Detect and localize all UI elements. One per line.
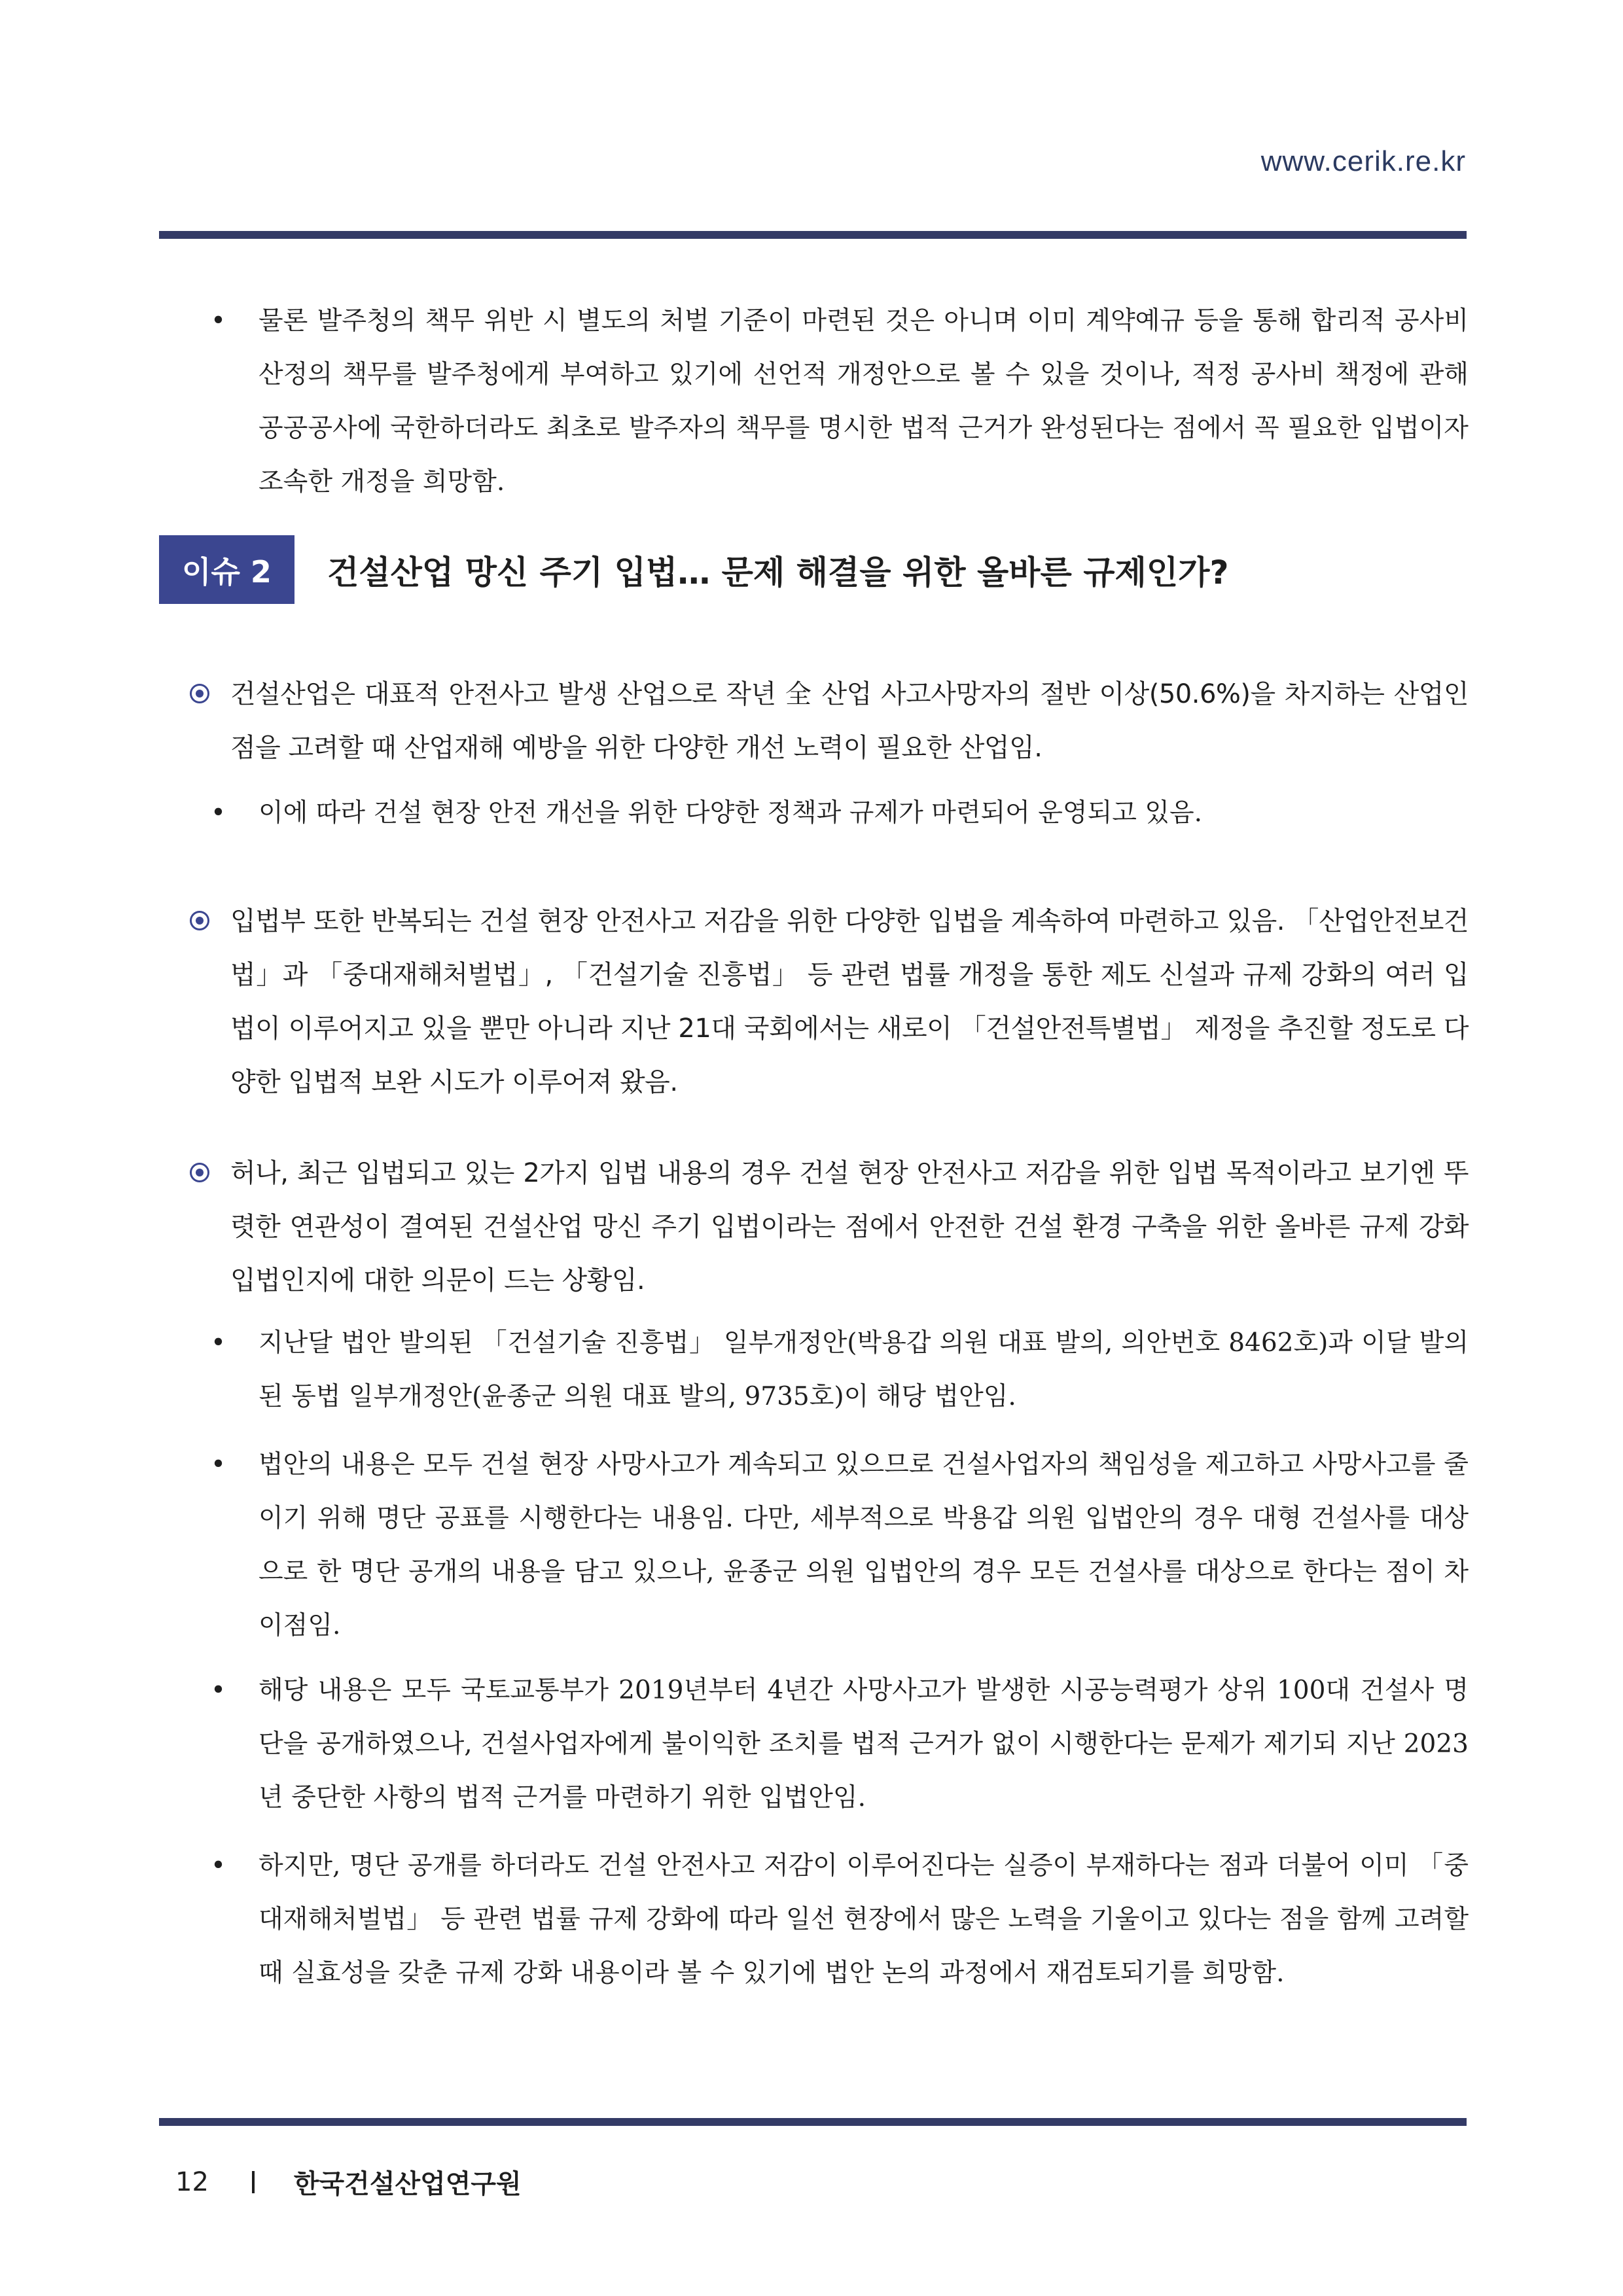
bullet-text: 해당 내용은 모두 국토교통부가 2019년부터 4년간 사망사고가 발생한 시공능력평가 상위 100대 건설사 명단을 공개하였으나, 건설사업자에게 불이익한 조치를 법적 근거가 없이 시행한다는 문제가 제기되 지난 2023년 중단한 사항의 법적 근거를 마련하기 위한 입법안임. [259, 1676, 1469, 1812]
point-item [190, 894, 1469, 1109]
header-rule [159, 231, 1467, 239]
point-text: 입법부 또한 반복되는 건설 현장 안전사고 저감을 위한 다양한 입법을 계속하여 마련하고 있음. 「산업안전보건법」과 「중대재해처벌법」, 「건설기술 진흥법」 등 관련 법률 개정을 통한 제도 신설과 규제 강화의 여러 입법이 이루어지고 있을 뿐만 아니라 지난 21대 국회에서는 새로이 「건설안전특별법」 제정을 추진할 정도로 다양한 입법적 보완 시도가 이루어져 왔음. [230, 906, 1469, 1097]
point-item [190, 667, 1469, 775]
point-text: 허나, 최근 입법되고 있는 2가지 입법 내용의 경우 건설 현장 안전사고 저감을 위한 입법 목적이라고 보기엔 뚜렷한 연관성이 결여된 건설산업 망신 주기 입법이라는 점에서 안전한 건설 환경 구축을 위한 올바른 규제 강화 입법인지에 대한 의문이 드는 상황임. [230, 1158, 1469, 1296]
footer-rule [159, 2118, 1467, 2126]
circle-bullet-icon [190, 684, 209, 703]
sub-bullet-item [211, 786, 1469, 840]
footer [175, 2163, 522, 2200]
bullet-dot: • [211, 1328, 226, 1358]
bullet-dot: • [211, 798, 226, 828]
footer-separator [252, 2171, 255, 2193]
bullet-text: 법안의 내용은 모두 건설 현장 사망사고가 계속되고 있으므로 건설사업자의 책임성을 제고하고 사망사고를 줄이기 위해 명단 공표를 시행한다는 내용임. 다만, 세부적으로 박용갑 의원 입법안의 경우 대형 건설사를 대상으로 한 명단 공개의 내용을 담고 있으나, 윤종군 의원 입법안의 경우 모든 건설사를 대상으로 한다는 점이 차이점임. [259, 1450, 1469, 1640]
bullet-text: 이에 따라 건설 현장 안전 개선을 위한 다양한 정책과 규제가 마련되어 운영되고 있음. [259, 798, 1203, 828]
site-url[interactable]: www.cerik.re.kr [1260, 145, 1466, 177]
bullet-text: 지난달 법안 발의된 「건설기술 진흥법」 일부개정안(박용갑 의원 대표 발의, 의안번호 8462호)과 이달 발의된 동법 일부개정안(윤종군 의원 대표 발의, 9735호)이 해당 법안임. [259, 1328, 1469, 1411]
sub-bullet-item [211, 1839, 1469, 2000]
bullet-dot: • [211, 1851, 226, 1881]
circle-bullet-icon [190, 911, 209, 930]
bullet-dot: • [211, 1450, 226, 1479]
bullet-text: 물론 발주청의 책무 위반 시 별도의 처벌 기준이 마련된 것은 아니며 이미 계약예규 등을 통해 합리적 공사비 산정의 책무를 발주청에게 부여하고 있기에 선언적 개정안으로 볼 수 있을 것이나, 적정 공사비 책정에 관해 공공공사에 국한하더라도 최초로 발주자의 책무를 명시한 법적 근거가 완성된다는 점에서 꼭 필요한 입법이자 조속한 개정을 희망함. [259, 306, 1469, 497]
organization-name: 한국건설산업연구원 [293, 2169, 522, 2199]
point-item [190, 1146, 1469, 1307]
issue-tag: 이슈 2 [159, 535, 294, 604]
bullet-text: 하지만, 명단 공개를 하더라도 건설 안전사고 저감이 이루어진다는 실증이 부재하다는 점과 더불어 이미 「중대재해처벌법」 등 관련 법률 규제 강화에 따라 일선 현장에서 많은 노력을 기울이고 있다는 점을 함께 고려할 때 실효성을 갖춘 규제 강화 내용이라 볼 수 있기에 법안 논의 과정에서 재검토되기를 희망함. [259, 1851, 1469, 1988]
point-text: 건설산업은 대표적 안전사고 발생 산업으로 작년 全 산업 사고사망자의 절반 이상(50.6%)을 차지하는 산업인 점을 고려할 때 산업재해 예방을 위한 다양한 개선 노력이 필요한 산업임. [230, 679, 1469, 763]
sub-bullet-item [211, 1438, 1469, 1653]
issue-title: 건설산업 망신 주기 입법… 문제 해결을 위한 올바른 규제인가? [327, 553, 1229, 592]
sub-bullet-item [211, 1316, 1469, 1424]
circle-bullet-icon [190, 1163, 209, 1182]
page-number: 12 [175, 2166, 209, 2197]
intro-bullet [211, 294, 1469, 509]
sub-bullet-item [211, 1664, 1469, 1825]
bullet-dot: • [211, 1676, 226, 1705]
bullet-dot: • [211, 306, 226, 336]
